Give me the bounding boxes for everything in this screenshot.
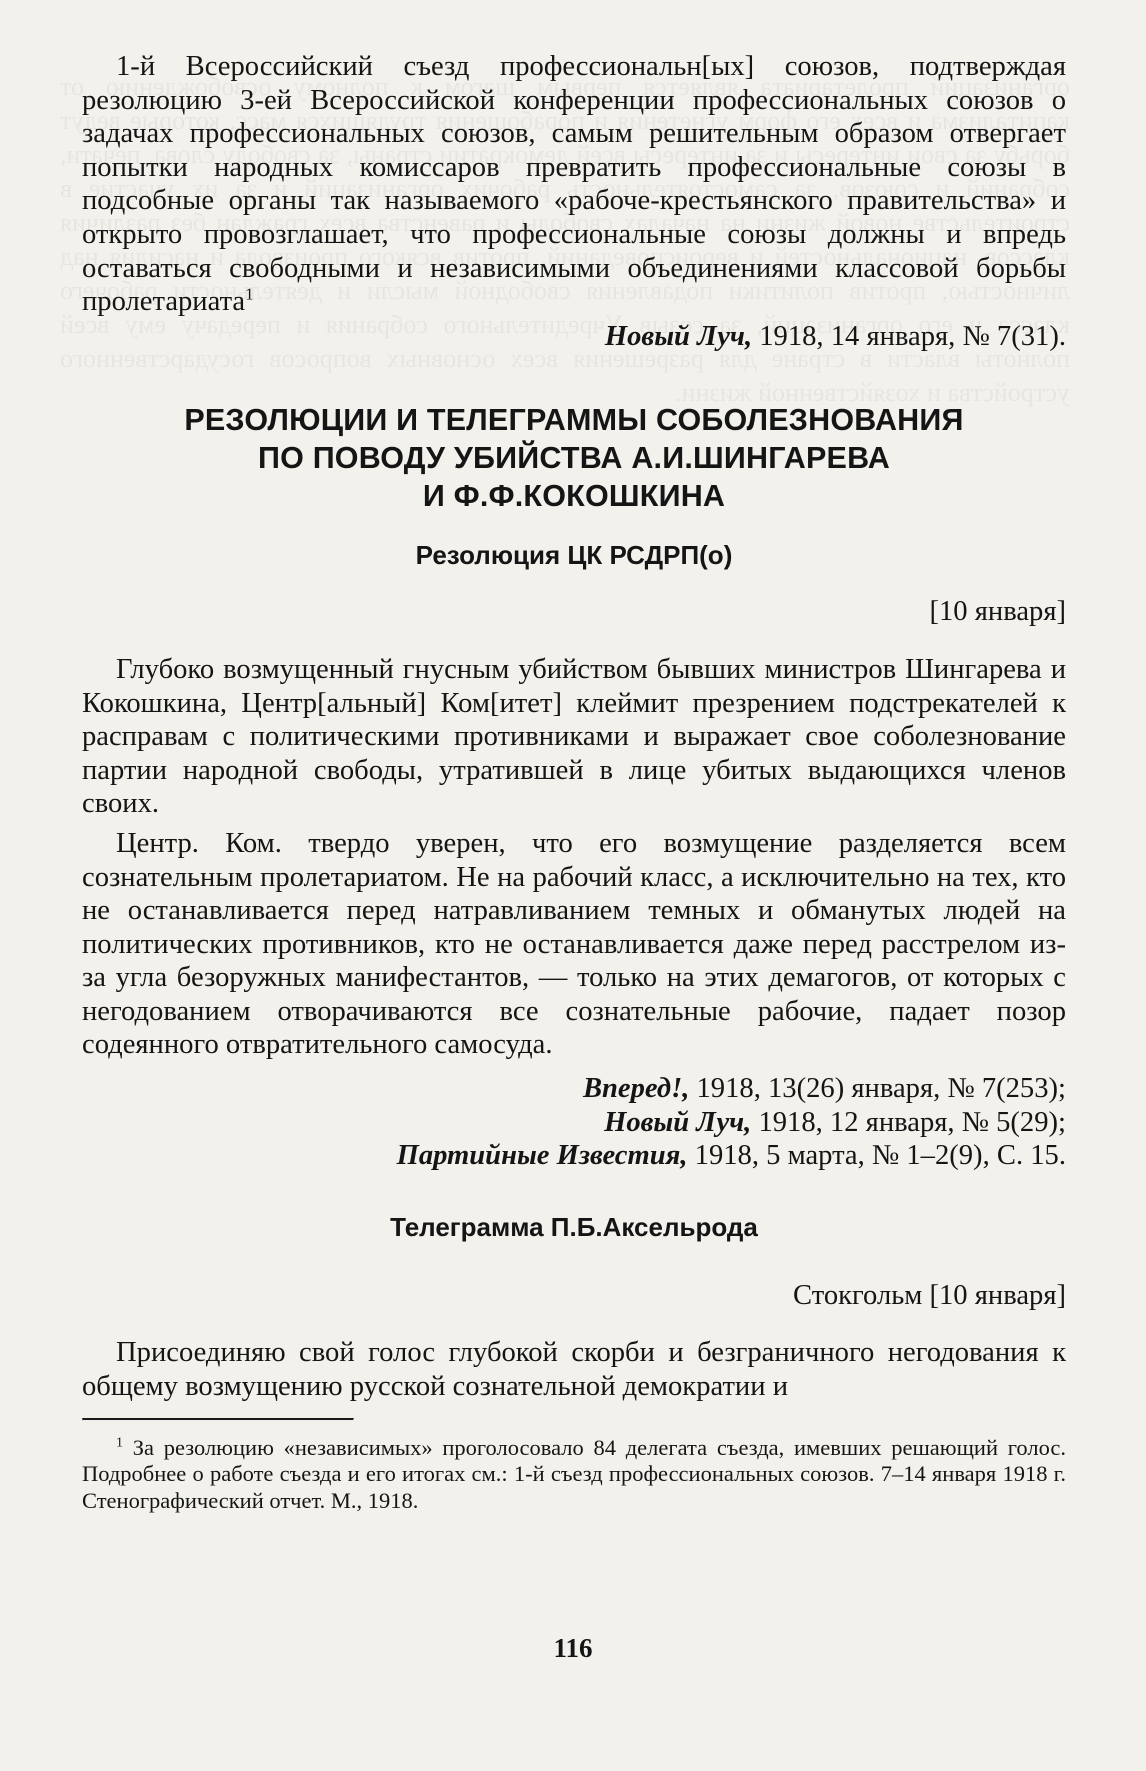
source-line: Вперед!, 1918, 13(26) января, № 7(253); — [582, 1073, 1066, 1105]
footnote-reference: 1 — [245, 284, 254, 304]
footnote-divider — [82, 1418, 354, 1421]
resolution-date: [10 января] — [929, 596, 1066, 628]
intro-paragraph: 1-й Всероссийский съезд профессиональн[ых] союзов, подтверждая резолюцию 3-ей Всероссийской конференции профессиональных союзов о задачах профессиональных союзов, самым решительным образом отвергает попытки народных комиссаров превратить профессиональные союзы в подсобные органы так называемого «рабоче-крестьянского правительства» и открыто провозглашает, что профессиональные союзы должны и впредь оставаться свободными и независимыми объединениями классовой борьбы пролетариата$^1$ — [82, 51, 1066, 318]
section-heading — [82, 401, 1066, 515]
source-line: Новый Луч, 1918, 12 января, № 5(29); — [604, 1106, 1066, 1138]
telegram-dateline: Стокгольм [10 января] — [793, 1279, 1066, 1311]
resolution-sources — [82, 1072, 1066, 1173]
resolution-title: Резолюция ЦК РСДРП(о) — [415, 540, 733, 571]
telegram-title: Телеграмма П.Б.Аксельрода — [390, 1211, 758, 1242]
page-number: 116 — [553, 1633, 593, 1663]
footnote: $^1$ За резолюцию «независимых» проголосовало 84 делегата съезда, имевших решающий голос. Подробнее о работе съезда и его итогах см.: 1-й съезд профессиональных союзов. 7–14 января 1918 г. Стенографический отчет. М., 1918. — [82, 1434, 1066, 1513]
footnote-mark: 1 — [116, 1435, 123, 1451]
telegram-paragraph: Присоединяю свой голос глубокой скорби и безграничного негодования к общему возмущению русской сознательной демократии и — [82, 1337, 1066, 1403]
footnotes — [82, 1435, 1066, 1515]
rsdrp-resolution — [82, 539, 1066, 1173]
source-line: Партийные Известия, 1918, 5 марта, № 1–2(9), С. 15. — [396, 1140, 1066, 1172]
document-page — [82, 50, 1066, 1514]
resolution-paragraph-2: Центр. Ком. твердо уверен, что его возмущение разделяется всем сознательным пролетариатом. Не на рабочий класс, а исключительно на тех, кто не останавливается перед натравливанием темных и обманутых людей на политических противников, кто не останавливается даже перед расстрелом из-за угла безоружных манифестантов, — только на этих демагогов, от которых с негодованием отворачиваются все сознательные рабочие, падает позор содеянного отвратительного самосуда. — [82, 827, 1066, 1061]
resolution-paragraph-1: Глубоко возмущенный гнусным убийством бывших министров Шингарева и Кокошкина, Центр[альный] Ком[итет] клеймит презрением подстрекателей к расправам с политическими противниками и выражает свое соболезнование партии народной свободы, утратившей в лице убитых выдающихся членов своих. — [82, 653, 1066, 820]
heading-line-1: РЕЗОЛЮЦИИ И ТЕЛЕГРАММЫ СОБОЛЕЗНОВАНИЯ — [184, 403, 964, 438]
axelrod-telegram — [82, 1211, 1066, 1404]
heading-line-3: И Ф.Ф.КОКОШКИНА — [422, 479, 726, 514]
heading-line-2: ПО ПОВОДУ УБИЙСТВА А.И.ШИНГАРЕВА — [257, 441, 891, 476]
intro-source: Новый Луч, 1918, 14 января, № 7(31). — [604, 320, 1066, 352]
congress-resolution-excerpt — [82, 50, 1066, 353]
